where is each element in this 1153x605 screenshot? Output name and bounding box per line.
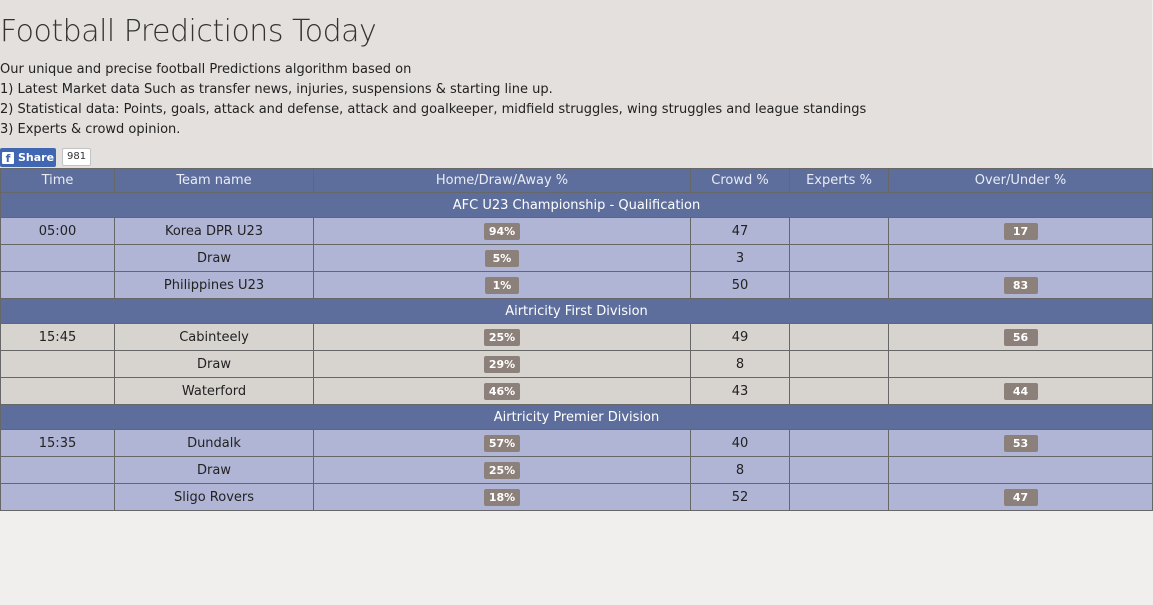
over-under-percent-badge: 56 — [1004, 329, 1038, 346]
home-draw-away-percent-badge: 29% — [484, 356, 520, 373]
page-title: Football Predictions Today — [0, 14, 377, 49]
table-row — [1, 351, 1153, 378]
crowd-percent: 47 — [691, 218, 790, 245]
competition-group — [1, 193, 1153, 299]
intro-line: 3) Experts & crowd opinion. — [0, 122, 181, 137]
crowd-percent: 50 — [691, 272, 790, 299]
match-time: 05:00 — [1, 218, 115, 245]
home-draw-away-percent-cell — [314, 351, 691, 378]
table-row — [1, 430, 1153, 457]
experts-percent — [790, 457, 889, 484]
experts-percent — [790, 378, 889, 405]
intro-line: 2) Statistical data: Points, goals, attack and defense, attack and goalkeeper, midfield struggles, wing struggles and league standings — [0, 102, 867, 117]
home-draw-away-percent-cell — [314, 457, 691, 484]
match-time — [1, 351, 115, 378]
draw-label: Draw — [115, 351, 314, 378]
share-label: Share — [18, 151, 55, 164]
team-name: Waterford — [115, 378, 314, 405]
over-under-percent-cell — [889, 272, 1153, 299]
competition-group — [1, 405, 1153, 511]
experts-percent — [790, 245, 889, 272]
home-draw-away-percent-cell — [314, 324, 691, 351]
competition-row — [1, 193, 1153, 218]
home-draw-away-percent-badge: 18% — [484, 489, 520, 506]
home-draw-away-percent-cell — [314, 272, 691, 299]
team-name: Cabinteely — [115, 324, 314, 351]
intro-line: 1) Latest Market data Such as transfer news, injuries, suspensions & starting line up. — [0, 82, 553, 97]
over-under-percent-cell — [889, 245, 1153, 272]
crowd-percent: 43 — [691, 378, 790, 405]
header-area — [0, 0, 1152, 168]
home-draw-away-percent-badge: 25% — [484, 329, 520, 346]
column-header-crowd: Crowd % — [691, 169, 790, 193]
over-under-percent-cell — [889, 351, 1153, 378]
home-draw-away-percent-cell — [314, 378, 691, 405]
competition-name: Airtricity First Division — [1, 299, 1153, 324]
over-under-percent-cell — [889, 484, 1153, 511]
crowd-percent: 3 — [691, 245, 790, 272]
column-header-experts: Experts % — [790, 169, 889, 193]
intro-text — [0, 60, 866, 140]
match-time — [1, 245, 115, 272]
experts-percent — [790, 324, 889, 351]
match-time — [1, 484, 115, 511]
draw-label: Draw — [115, 457, 314, 484]
table-row — [1, 218, 1153, 245]
intro-line: Our unique and precise football Predictions algorithm based on — [0, 62, 412, 77]
home-draw-away-percent-badge: 5% — [485, 250, 519, 267]
over-under-percent-badge: 53 — [1004, 435, 1038, 452]
experts-percent — [790, 484, 889, 511]
experts-percent — [790, 430, 889, 457]
over-under-percent-cell — [889, 378, 1153, 405]
home-draw-away-percent-badge: 57% — [484, 435, 520, 452]
home-draw-away-percent-cell — [314, 245, 691, 272]
match-time: 15:35 — [1, 430, 115, 457]
crowd-percent: 49 — [691, 324, 790, 351]
facebook-icon: f — [2, 152, 14, 164]
over-under-percent-badge: 17 — [1004, 223, 1038, 240]
facebook-share-button[interactable] — [0, 148, 56, 167]
predictions-table — [0, 168, 1153, 511]
table-row — [1, 378, 1153, 405]
over-under-percent-cell — [889, 324, 1153, 351]
share-count: 981 — [62, 148, 91, 166]
match-time — [1, 457, 115, 484]
column-header-home-draw-away: Home/Draw/Away % — [314, 169, 691, 193]
match-time — [1, 272, 115, 299]
home-draw-away-percent-badge: 1% — [485, 277, 519, 294]
competition-row — [1, 405, 1153, 430]
match-time — [1, 378, 115, 405]
table-row — [1, 245, 1153, 272]
experts-percent — [790, 272, 889, 299]
crowd-percent: 52 — [691, 484, 790, 511]
home-draw-away-percent-badge: 94% — [484, 223, 520, 240]
over-under-percent-cell — [889, 430, 1153, 457]
draw-label: Draw — [115, 245, 314, 272]
column-header-team: Team name — [115, 169, 314, 193]
home-draw-away-percent-cell — [314, 218, 691, 245]
crowd-percent: 8 — [691, 351, 790, 378]
column-header-over-under: Over/Under % — [889, 169, 1153, 193]
match-time: 15:45 — [1, 324, 115, 351]
over-under-percent-cell — [889, 457, 1153, 484]
over-under-percent-badge: 44 — [1004, 383, 1038, 400]
home-draw-away-percent-badge: 25% — [484, 462, 520, 479]
table-row — [1, 484, 1153, 511]
column-header-time: Time — [1, 169, 115, 193]
team-name: Korea DPR U23 — [115, 218, 314, 245]
home-draw-away-percent-cell — [314, 430, 691, 457]
competition-name: Airtricity Premier Division — [1, 405, 1153, 430]
team-name: Dundalk — [115, 430, 314, 457]
over-under-percent-badge: 47 — [1004, 489, 1038, 506]
home-draw-away-percent-cell — [314, 484, 691, 511]
table-header-row — [1, 169, 1153, 193]
crowd-percent: 40 — [691, 430, 790, 457]
home-draw-away-percent-badge: 46% — [484, 383, 520, 400]
over-under-percent-cell — [889, 218, 1153, 245]
over-under-percent-badge: 83 — [1004, 277, 1038, 294]
table-row — [1, 272, 1153, 299]
table-row — [1, 457, 1153, 484]
competition-name: AFC U23 Championship - Qualification — [1, 193, 1153, 218]
team-name: Sligo Rovers — [115, 484, 314, 511]
team-name: Philippines U23 — [115, 272, 314, 299]
table-row — [1, 324, 1153, 351]
experts-percent — [790, 218, 889, 245]
competition-row — [1, 299, 1153, 324]
competition-group — [1, 299, 1153, 405]
predictions-table-container[interactable] — [0, 168, 1152, 505]
crowd-percent: 8 — [691, 457, 790, 484]
experts-percent — [790, 351, 889, 378]
